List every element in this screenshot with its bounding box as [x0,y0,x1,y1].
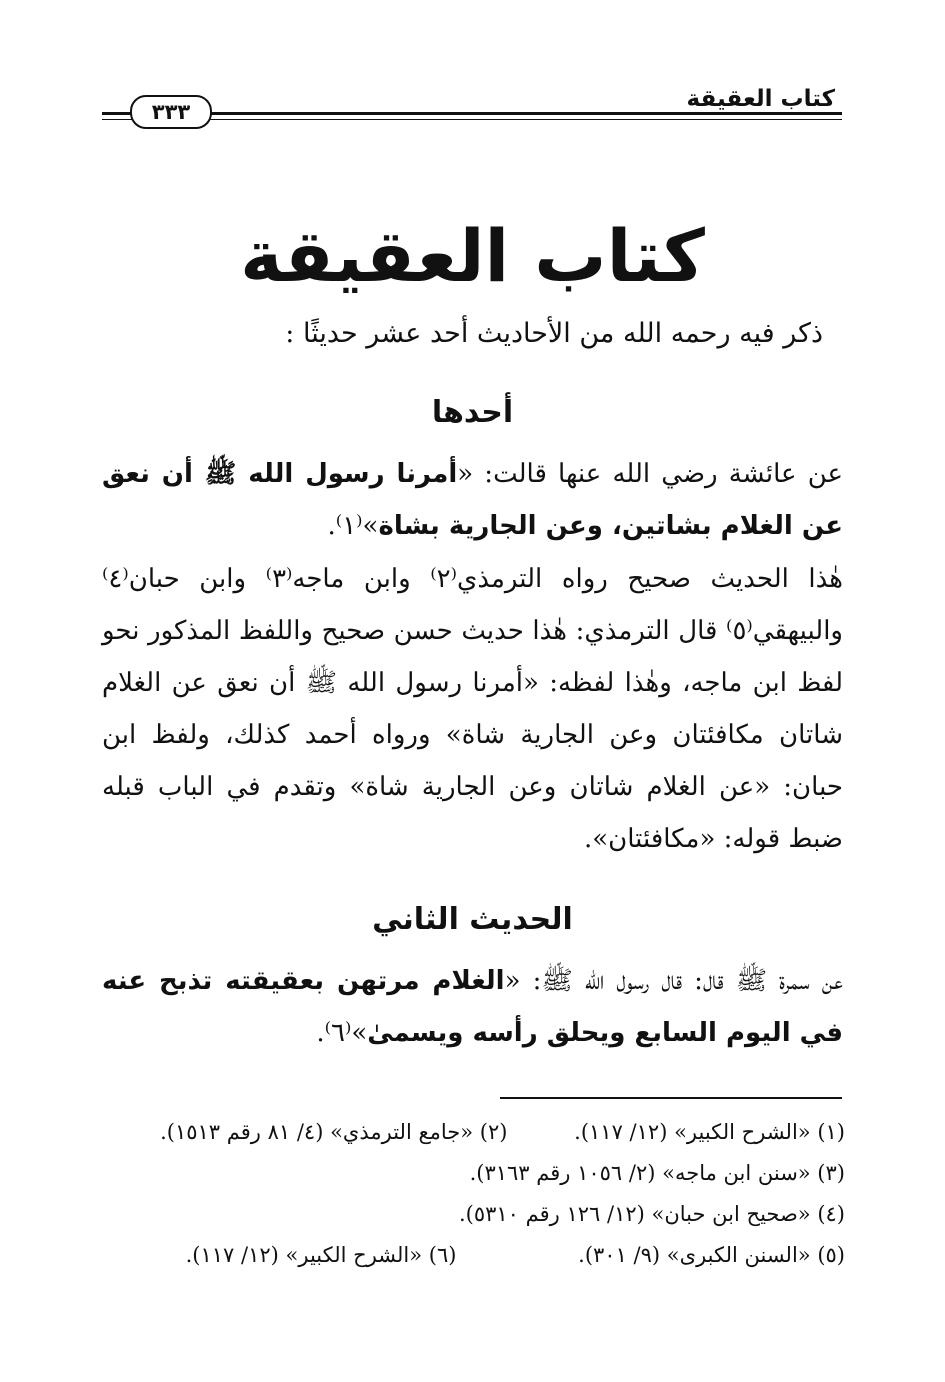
intro-line: ذكر فيه رحمه الله من الأحاديث أحد عشر حديثًا : [285,318,823,349]
footnote-3: (٣) «سنن ابن ماجه» (٢/ ١٠٥٦ رقم ٣١٦٣). [469,1161,845,1185]
hadith-2-heading: الحديث الثاني [372,902,573,937]
header-rule [102,112,842,115]
footnote-line [102,1114,845,1155]
hadith-1-quote-end: »⁽١⁾. [327,511,379,541]
hadith-2-quote-end: »⁽٦⁾. [316,1018,368,1048]
hadith-2-text [102,955,843,1059]
hadith-1-quote: أمرنا رسول الله ﷺ أن نعق عن الغلام بشاتين، وعن الجارية بشاة [102,459,843,541]
running-header-title: كتاب العقيقة [686,86,835,112]
footnote-2: (٢) «جامع الترمذي» (٤/ ٨١ رقم ١٥١٣). [160,1120,508,1144]
footnote-line [102,1196,845,1237]
hadith-1-text [102,448,843,552]
hadith-2-intro: عن سمرة ﷺ قال: قال رسول الله ﷺ: « [504,966,843,996]
footnote-6: (٦) «الشرح الكبير» (١٢/ ١١٧). [185,1243,457,1267]
page-number: ٣٣٣ [130,95,212,129]
footnote-1: (١) «الشرح الكبير» (١٢/ ١١٧). [574,1120,845,1144]
footnotes [102,1114,845,1278]
footnote-separator [500,1097,842,1099]
footnote-line [102,1237,845,1278]
hadith-1-intro: عن عائشة رضي الله عنها قالت: « [457,459,843,489]
chapter-title: كتاب العقيقة [240,214,705,298]
header-rule-thin [102,119,842,120]
hadith-1-heading: أحدها [431,395,514,430]
hadith-1-commentary: هٰذا الحديث صحيح رواه الترمذي⁽٢⁾ وابن ماجه⁽٣⁾ وابن حبان⁽٤⁾ والبيهقي⁽٥⁾ قال الترمذي: هٰذا حديث حسن صحيح واللفظ المذكور نحو لفظ ابن ماجه، وهٰذا لفظه: «أمرنا رسول الله ﷺ أن نعق عن الغلام شاتان مكافئتان وعن الجارية شاة» ورواه أحمد كذلك، ولفظ ابن حبان: «عن الغلام شاتان وعن الجارية شاة» وتقدم في الباب قبله ضبط قوله: «مكافئتان». [102,564,844,854]
footnote-line [102,1155,845,1196]
hadith-2-quote: الغلام مرتهن بعقيقته تذبح عنه في اليوم السابع ويحلق رأسه ويسمىٰ [102,966,843,1048]
footnote-5: (٥) «السنن الكبرى» (٩/ ٣٠١). [578,1243,845,1267]
footnote-4: (٤) «صحيح ابن حبان» (١٢/ ١٢٦ رقم ٥٣١٠). [458,1202,845,1226]
